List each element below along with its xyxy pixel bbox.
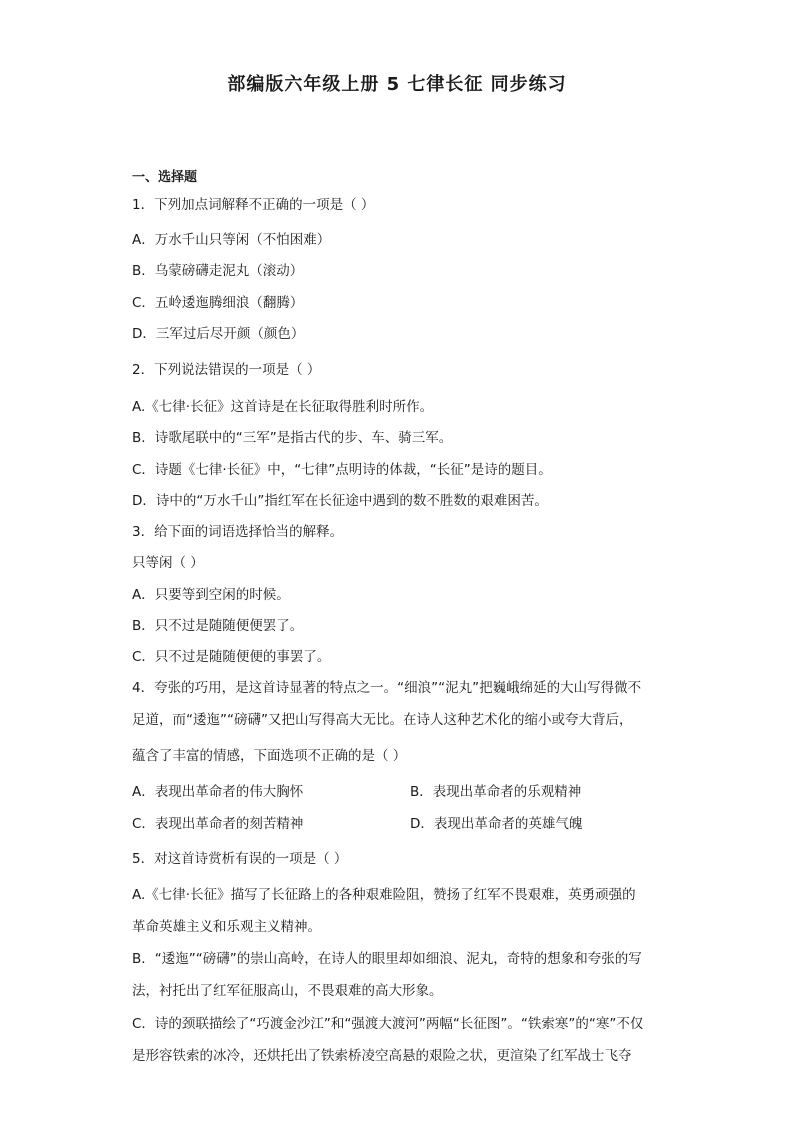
q1-option-d: D．三军过后尽开颜（颜色） [132,326,305,342]
q4-option-c: C．表现出革命者的刻苦精神 [132,816,304,832]
question-4-line-3: 蕴含了丰富的情感，下面选项不正确的是（ ） [132,748,407,764]
question-1: 1．下列加点词解释不正确的一项是（ ） [132,197,375,213]
page-title: 部编版六年级上册 5 七律长征 同步练习 [227,74,567,95]
q5-option-a-line-1: A.《七律·长征》描写了长征路上的各种艰难险阻，赞扬了红军不畏艰难，英勇顽强的 [132,887,636,903]
q5-option-c-line-1: C．诗的颈联描绘了“巧渡金沙江”和“强渡大渡河”两幅“长征图”。“铁索寒”的“寒”不仅 [132,1016,644,1032]
question-3: 3．给下面的词语选择恰当的解释。 [132,524,344,540]
q3-term: 只等闲（ ） [132,555,204,571]
q1-option-c: C．五岭逶迤腾细浪（翻腾） [132,295,304,311]
q2-option-b: B．诗歌尾联中的“三军”是指古代的步、车、骑三军。 [132,430,453,446]
q2-option-a: A.《七律·长征》这首诗是在长征取得胜利时所作。 [132,399,434,415]
q2-option-c: C．诗题《七律·长征》中，“七律”点明诗的体裁，“长征”是诗的题目。 [132,462,552,478]
q4-option-a: A．表现出革命者的伟大胸怀 [132,784,304,800]
q5-option-a-line-2: 革命英雄主义和乐观主义精神。 [132,919,321,935]
q5-option-b-line-1: B．“逶迤”“磅礴”的崇山高岭，在诗人的眼里却如细浪、泥丸，奇特的想象和夸张的写 [132,951,642,967]
q5-option-c-line-2: 是形容铁索的冰冷，还烘托出了铁索桥凌空高悬的艰险之状，更渲染了红军战士飞夺 [132,1048,632,1064]
q1-option-b: B．乌蒙磅礴走泥丸（滚动） [132,263,304,279]
q3-option-b: B．只不过是随随便便罢了。 [132,618,304,634]
q3-option-c: C．只不过是随随便便的事罢了。 [132,649,331,665]
q3-option-a: A．只要等到空闲的时候。 [132,587,290,603]
question-4-line-1: 4．夸张的巧用，是这首诗显著的特点之一。“细浪”“泥丸”把巍峨绵延的大山写得微不 [132,680,642,696]
section-heading: 一、选择题 [132,170,198,185]
q5-option-b-line-2: 法，衬托出了红军征服高山，不畏艰难的高大形象。 [132,983,443,999]
q4-option-b: B．表现出革命者的乐观精神 [410,784,582,800]
q1-option-a: A．万水千山只等闲（不怕困难） [132,232,331,248]
q2-option-d: D．诗中的“万水千山”指红军在长征途中遇到的数不胜数的艰难困苦。 [132,493,548,509]
q4-option-d: D．表现出革命者的英雄气魄 [410,816,583,832]
question-4-line-2: 足道，而“逶迤”“磅礴”又把山写得高大无比。在诗人这种艺术化的缩小或夸大背后， [132,712,633,728]
question-2: 2．下列说法错误的一项是（ ） [132,362,321,378]
question-5: 5．对这首诗赏析有误的一项是（ ） [132,851,348,867]
